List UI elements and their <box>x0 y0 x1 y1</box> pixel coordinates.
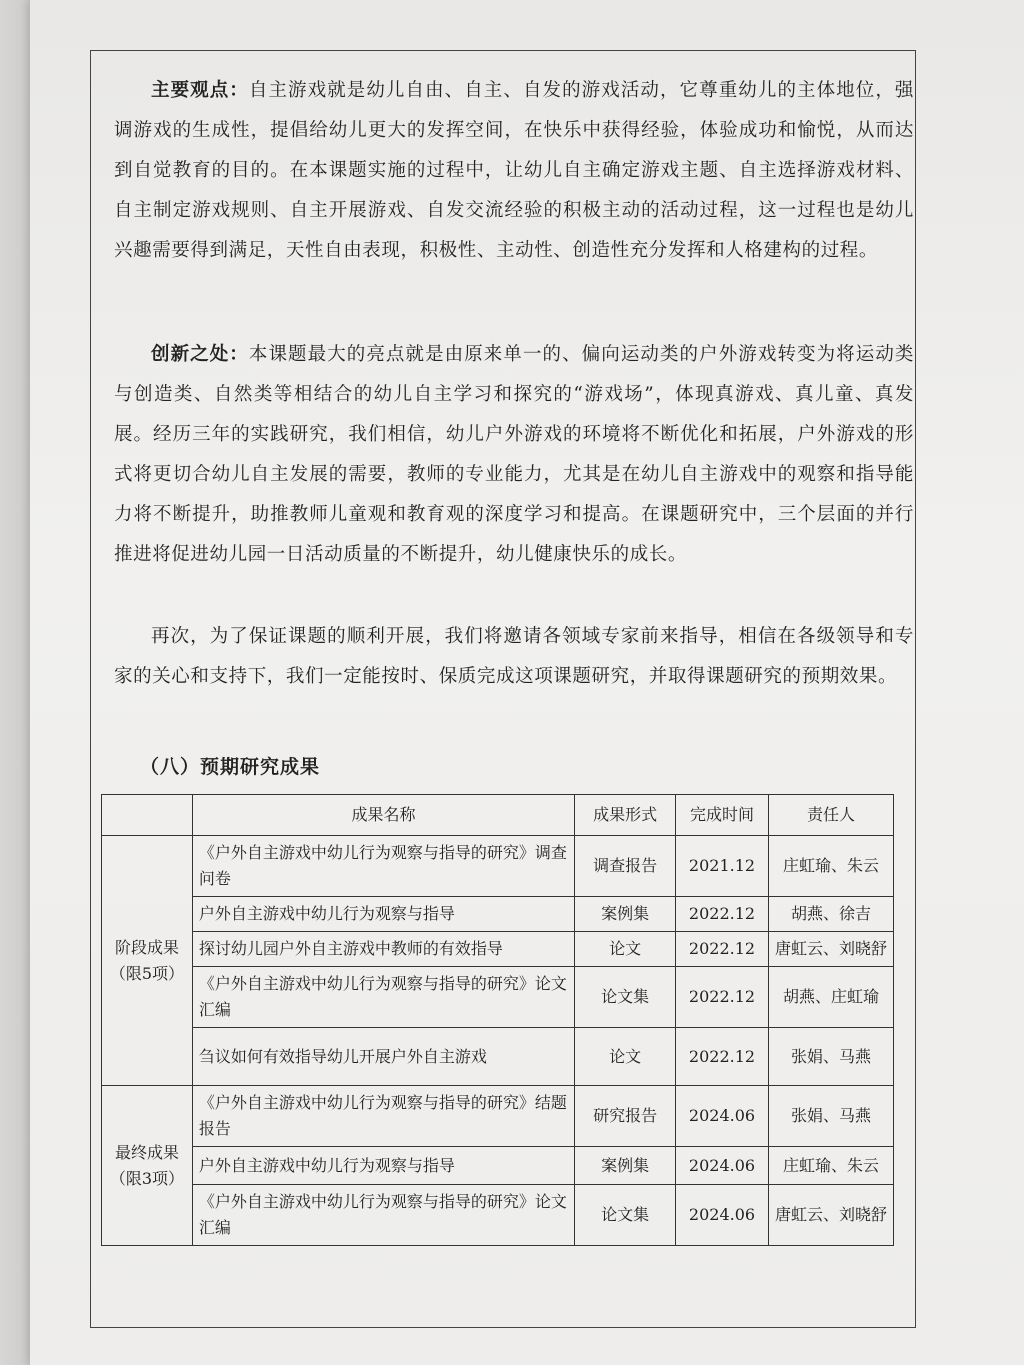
result-owner: 张娟、马燕 <box>768 1028 893 1086</box>
stage-results-label: 阶段成果（限5项） <box>102 836 193 1086</box>
result-time: 2022.12 <box>676 932 769 967</box>
result-form: 论文集 <box>575 1185 676 1246</box>
closing-paragraph: 再次，为了保证课题的顺利开展，我们将邀请各领域专家前来指导，相信在各级领导和专家的关心和支持下，我们一定能按时、保质完成这项课题研究，并取得课题研究的预期效果。 <box>114 626 914 687</box>
main-view-lead: 主要观点： <box>151 80 249 101</box>
table-header-row <box>102 795 894 836</box>
result-time: 2021.12 <box>676 836 769 897</box>
result-name: 户外自主游戏中幼儿行为观察与指导 <box>192 1147 574 1185</box>
result-name: 《户外自主游戏中幼儿行为观察与指导的研究》论文汇编 <box>192 967 574 1028</box>
result-name: 户外自主游戏中幼儿行为观察与指导 <box>192 897 574 932</box>
result-owner: 唐虹云、刘晓舒 <box>768 1185 893 1246</box>
result-form: 论文集 <box>575 967 676 1028</box>
table-row <box>102 1147 894 1185</box>
result-name: 《户外自主游戏中幼儿行为观察与指导的研究》调查问卷 <box>192 836 574 897</box>
header-stage <box>102 795 193 836</box>
table-row <box>102 836 894 897</box>
result-owner: 胡燕、徐吉 <box>768 897 893 932</box>
result-owner: 张娟、马燕 <box>768 1086 893 1147</box>
main-view-text: 自主游戏就是幼儿自由、自主、自发的游戏活动，它尊重幼儿的主体地位，强调游戏的生成性，提倡给幼儿更大的发挥空间，在快乐中获得经验，体验成功和愉悦，从而达到自觉教育的目的。在本课题实施的过程中，让幼儿自主确定游戏主题、自主选择游戏材料、自主制定游戏规则、自主开展游戏、自发交流经验的积极主动的活动过程，这一过程也是幼儿兴趣需要得到满足，天性自由表现，积极性、主动性、创造性充分发挥和人格建构的过程。 <box>114 80 914 261</box>
table-row <box>102 1086 894 1147</box>
section-heading: （八）预期研究成果 <box>140 756 321 778</box>
table-row <box>102 932 894 967</box>
result-time: 2024.06 <box>676 1185 769 1246</box>
innovation-lead: 创新之处： <box>151 344 249 365</box>
table-row <box>102 967 894 1028</box>
result-owner: 胡燕、庄虹瑜 <box>768 967 893 1028</box>
final-results-label: 最终成果（限3项） <box>102 1086 193 1246</box>
innovation-paragraph <box>114 335 914 575</box>
table-row <box>102 1028 894 1086</box>
result-owner: 庄虹瑜、朱云 <box>768 1147 893 1185</box>
result-form: 调查报告 <box>575 836 676 897</box>
result-form: 案例集 <box>575 897 676 932</box>
result-owner: 唐虹云、刘晓舒 <box>768 932 893 967</box>
result-form: 研究报告 <box>575 1086 676 1147</box>
main-view-paragraph <box>114 71 914 271</box>
result-time: 2022.12 <box>676 1028 769 1086</box>
header-owner: 责任人 <box>768 795 893 836</box>
expected-results-table <box>101 794 894 1246</box>
innovation-text: 本课题最大的亮点就是由原来单一的、偏向运动类的户外游戏转变为将运动类与创造类、自然类等相结合的幼儿自主学习和探究的“游戏场”，体现真游戏、真儿童、真发展。经历三年的实践研究，我们相信，幼儿户外游戏的环境将不断优化和拓展，户外游戏的形式将更切合幼儿自主发展的需要，教师的专业能力，尤其是在幼儿自主游戏中的观察和指导能力将不断提升，助推教师儿童观和教育观的深度学习和提高。在课题研究中，三个层面的并行推进将促进幼儿园一日活动质量的不断提升，幼儿健康快乐的成长。 <box>114 344 914 565</box>
result-name: 刍议如何有效指导幼儿开展户外自主游戏 <box>192 1028 574 1086</box>
header-time: 完成时间 <box>676 795 769 836</box>
result-time: 2022.12 <box>676 967 769 1028</box>
result-name: 《户外自主游戏中幼儿行为观察与指导的研究》论文汇编 <box>192 1185 574 1246</box>
result-owner: 庄虹瑜、朱云 <box>768 836 893 897</box>
result-name: 《户外自主游戏中幼儿行为观察与指导的研究》结题报告 <box>192 1086 574 1147</box>
result-form: 论文 <box>575 932 676 967</box>
header-form: 成果形式 <box>575 795 676 836</box>
result-time: 2024.06 <box>676 1086 769 1147</box>
table-row <box>102 1185 894 1246</box>
table-row <box>102 897 894 932</box>
result-form: 案例集 <box>575 1147 676 1185</box>
result-time: 2024.06 <box>676 1147 769 1185</box>
result-name: 探讨幼儿园户外自主游戏中教师的有效指导 <box>192 932 574 967</box>
result-form: 论文 <box>575 1028 676 1086</box>
result-time: 2022.12 <box>676 897 769 932</box>
header-name: 成果名称 <box>192 795 574 836</box>
